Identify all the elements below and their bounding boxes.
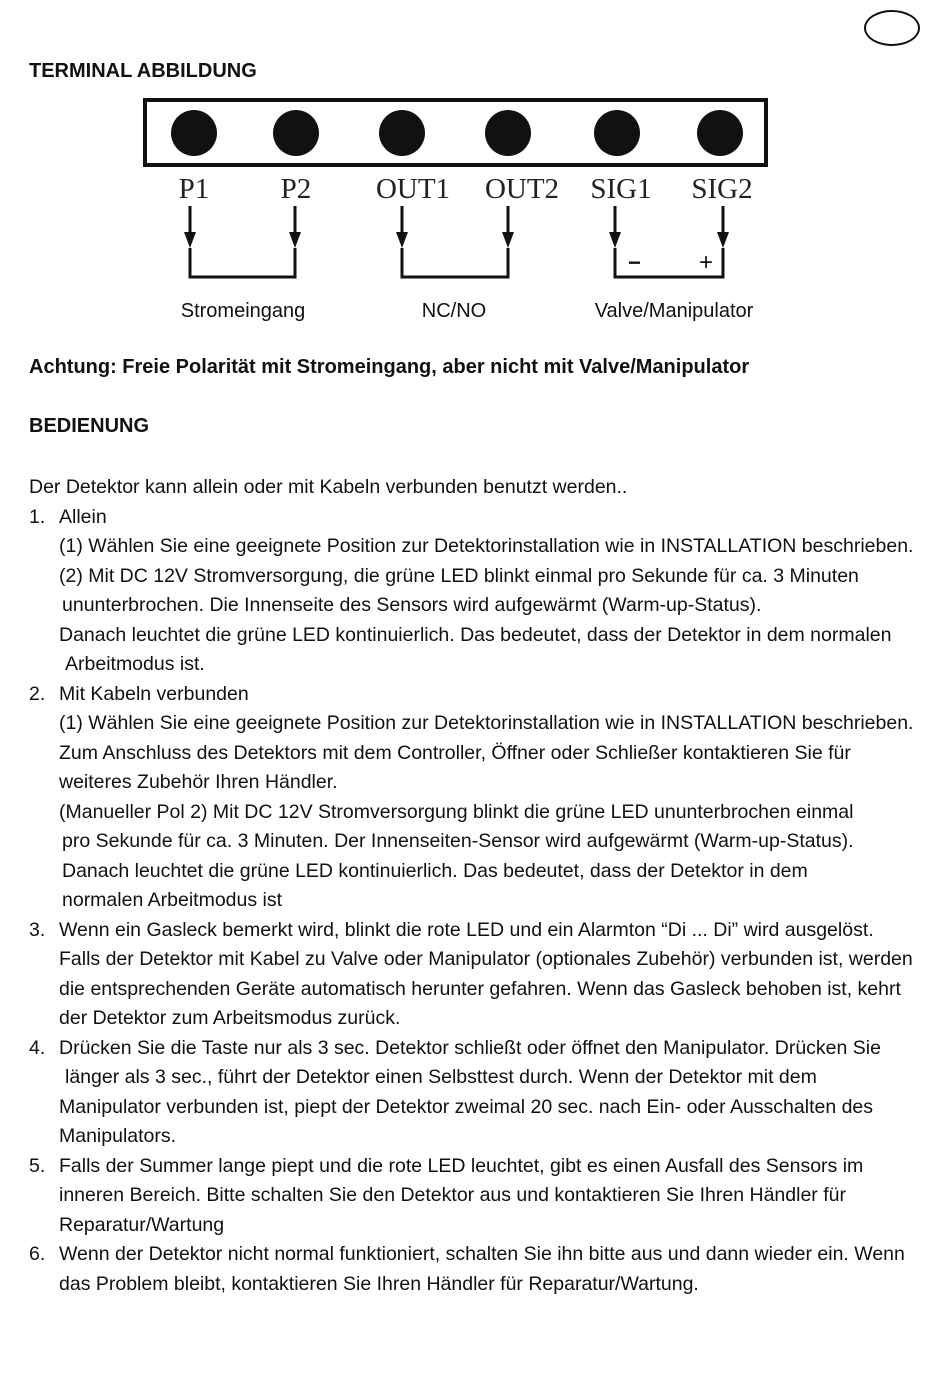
terminal-label-p1: P1 <box>178 173 210 205</box>
intro-text: Der Detektor kann allein oder mit Kabeln verbunden benutzt werden.. <box>29 476 628 498</box>
item-line: Danach leuchtet die grüne LED kontinuierlich. Das bedeutet, dass der Detektor in dem <box>62 859 808 882</box>
item-number: 6. <box>29 1243 46 1265</box>
operation-heading: BEDIENUNG <box>29 415 150 437</box>
item-line: Zum Anschluss des Detektors mit dem Controller, Öffner oder Schließer kontaktieren Sie für <box>59 741 851 764</box>
list-item <box>29 1034 941 1152</box>
item-line: (1) Wählen Sie eine geeignete Position zur Detektorinstallation wie in INSTALLATION beschrieben. <box>59 535 914 557</box>
item-line: pro Sekunde für ca. 3 Minuten. Der Innenseiten-Sensor wird aufgewärmt (Warm-up-Status). <box>62 830 854 852</box>
item-title: Wenn der Detektor nicht normal funktioniert, schalten Sie ihn bitte aus und dann wieder ein. Wenn <box>59 1243 905 1265</box>
item-line: (2) Mit DC 12V Stromversorgung, die grüne LED blinkt einmal pro Sekunde für ca. 3 Minuten <box>59 564 859 587</box>
page-marker-oval <box>864 10 920 46</box>
operation-body <box>29 473 941 1299</box>
terminal-label-out2: OUT2 <box>484 173 560 205</box>
item-line: ununterbrochen. Die Innenseite des Sensors wird aufgewärmt (Warm-up-Status). <box>62 594 762 616</box>
item-number: 5. <box>29 1154 46 1177</box>
item-line: inneren Bereich. Bitte schalten Sie den Detektor aus und kontaktieren Sie Ihren Händler für <box>59 1184 846 1206</box>
item-title: Falls der Summer lange piept und die rote LED leuchtet, gibt es einen Ausfall des Sensors im <box>59 1154 864 1177</box>
terminal-screw-sig2 <box>697 110 743 156</box>
item-line: (1) Wählen Sie eine geeignete Position zur Detektorinstallation wie in INSTALLATION beschrieben. <box>59 712 914 734</box>
list-item <box>29 1152 941 1241</box>
polarity-plus: + <box>699 249 714 276</box>
terminal-heading: TERMINAL ABBILDUNG <box>29 60 257 82</box>
terminal-screw-out1 <box>379 110 425 156</box>
list-item <box>29 680 941 916</box>
terminal-screw-p2 <box>273 110 319 156</box>
item-line: Danach leuchtet die grüne LED kontinuierlich. Das bedeutet, dass der Detektor in dem normalen <box>59 623 892 646</box>
item-number: 1. <box>29 505 46 528</box>
item-line: Manipulator verbunden ist, piept der Detektor zweimal 20 sec. nach Ein- oder Ausschalten des <box>59 1095 874 1118</box>
list-item <box>29 916 941 1034</box>
item-title: Wenn ein Gasleck bemerkt wird, blinkt die rote LED und ein Alarmton “Di ... Di” wird ausgelöst. <box>59 918 874 941</box>
group-label-valve-manipulator: Valve/Manipulator <box>594 300 754 322</box>
terminal-label-p2: P2 <box>280 173 312 205</box>
list-item <box>29 1240 941 1299</box>
item-line: länger als 3 sec., führt der Detektor einen Selbsttest durch. Wenn der Detektor mit dem <box>65 1066 817 1088</box>
terminal-label-sig2: SIG2 <box>691 173 753 205</box>
terminal-block <box>145 100 766 165</box>
item-line: normalen Arbeitmodus ist <box>62 889 283 911</box>
wiring-arrows <box>184 232 729 248</box>
item-line: das Problem bleibt, kontaktieren Sie Ihren Händler für Reparatur/Wartung. <box>59 1272 699 1295</box>
polarity-warning: Achtung: Freie Polarität mit Stromeingang, aber nicht mit Valve/Manipulator <box>29 356 750 378</box>
item-line: der Detektor zum Arbeitsmodus zurück. <box>59 1007 401 1029</box>
terminal-diagram <box>0 90 950 330</box>
terminal-label-sig1: SIG1 <box>590 173 652 205</box>
polarity-minus: − <box>628 250 641 275</box>
item-line: Arbeitmodus ist. <box>65 653 205 675</box>
terminal-label-out1: OUT1 <box>375 173 451 205</box>
terminal-screw-out2 <box>485 110 531 156</box>
item-title: Mit Kabeln verbunden <box>59 682 249 705</box>
item-title: Allein <box>59 505 107 528</box>
group-label-power-input: Stromeingang <box>180 300 306 322</box>
item-line: Manipulators. <box>59 1125 177 1147</box>
item-line: (Manueller Pol 2) Mit DC 12V Stromversorgung blinkt die grüne LED ununterbrochen einmal <box>59 800 854 823</box>
item-line: Reparatur/Wartung <box>59 1213 225 1236</box>
list-item <box>29 503 941 680</box>
item-line: Falls der Detektor mit Kabel zu Valve oder Manipulator (optionales Zubehör) verbunden ist, werden <box>59 948 913 970</box>
item-number: 2. <box>29 682 46 705</box>
item-number: 4. <box>29 1036 46 1059</box>
wiring-lines <box>190 206 723 277</box>
item-number: 3. <box>29 918 46 941</box>
terminal-screw-sig1 <box>594 110 640 156</box>
group-label-nc-no: NC/NO <box>421 300 487 322</box>
terminal-screw-p1 <box>171 110 217 156</box>
item-line: die entsprechenden Geräte automatisch herunter gefahren. Wenn das Gasleck behoben ist, kehrt <box>59 977 901 1000</box>
item-title: Drücken Sie die Taste nur als 3 sec. Detektor schließt oder öffnet den Manipulator. Drücken Sie <box>59 1036 881 1059</box>
item-line: weiteres Zubehör Ihren Händler. <box>59 771 338 793</box>
